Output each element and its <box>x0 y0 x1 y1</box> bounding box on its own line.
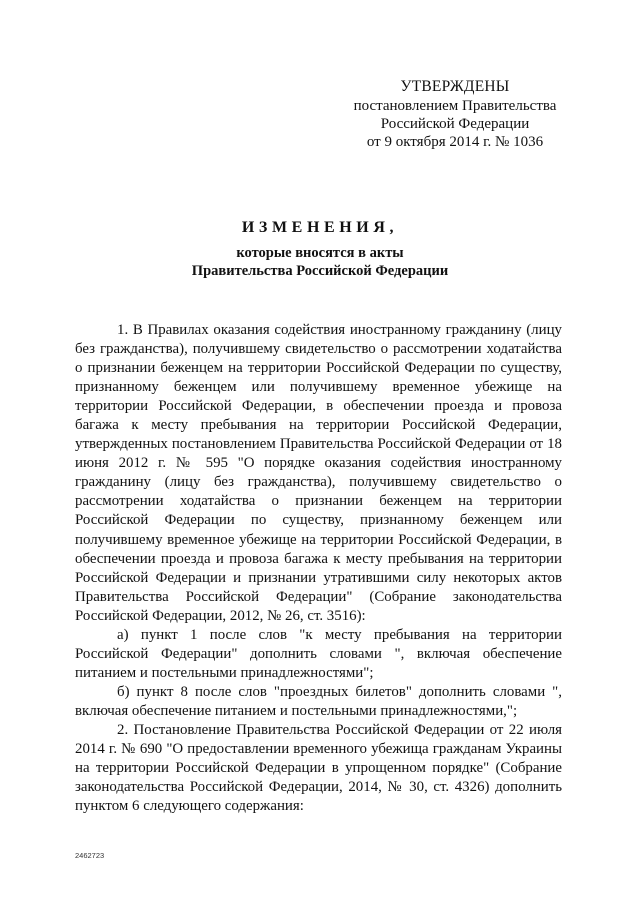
document-code: 2462723 <box>75 851 105 860</box>
heading-subtitle-2: Правительства Российской Федерации <box>191 263 449 279</box>
approval-line-1: постановлением Правительства <box>353 98 557 114</box>
document-body <box>75 321 562 816</box>
paragraph-item-1: 1. В Правилах оказания содействия иностранному гражданину (лицу без гражданства), получившему свидетельство о рассмотрении ходатайства о признании беженцем на территории Российской Федерации по существу, признанному беженцем или получившему временное убежище на территории Российской Федерации, в обеспечении проезда и провоза багажа к месту пребывания на территории Российской Федерации, утвержденных постановлением Правительства Российской Федерации от 18 июня 2012 г. № 595 "О порядке оказания содействия иностранному гражданину (лицу без гражданства), получившему свидетельство о рассмотрении ходатайства о признании беженцем на территории Российской Федерации по существу, признанному беженцем или получившему временное убежище на территории Российской Федерации, в обеспечении проезда и провоза багажа к месту пребывания на территории Российской Федерации и признании утратившими силу некоторых актов Правительства Российской Федерации" (Собрание законодательства Российской Федерации, 2012, № 26, ст. 3516): <box>75 322 562 624</box>
approval-block <box>340 78 570 151</box>
approval-title: УТВЕРЖДЕНЫ <box>400 78 510 95</box>
paragraph-subitem-a: а) пункт 1 после слов "к месту пребывания на территории Российской Федерации" дополнить словами ", включая обеспечение питанием и постельными принадлежностями"; <box>75 626 562 681</box>
approval-line-3: от 9 октября 2014 г. № 1036 <box>366 134 544 150</box>
document-heading <box>80 218 560 280</box>
heading-title: ИЗМЕНЕНИЯ, <box>241 219 399 236</box>
heading-subtitle-1: которые вносятся в акты <box>236 245 404 261</box>
approval-line-2: Российской Федерации <box>380 116 530 132</box>
paragraph-subitem-b: б) пункт 8 после слов "проездных билетов" дополнить словами ", включая обеспечение питанием и постельными принадлежностями,"; <box>75 683 562 719</box>
paragraph-item-2: 2. Постановление Правительства Российской Федерации от 22 июля 2014 г. № 690 "О предоставлении временного убежища гражданам Украины на территории Российской Федерации в упрощенном порядке" (Собрание законодательства Российской Федерации, 2014, № 30, ст. 4326) дополнить пунктом 6 следующего содержания: <box>75 721 562 815</box>
